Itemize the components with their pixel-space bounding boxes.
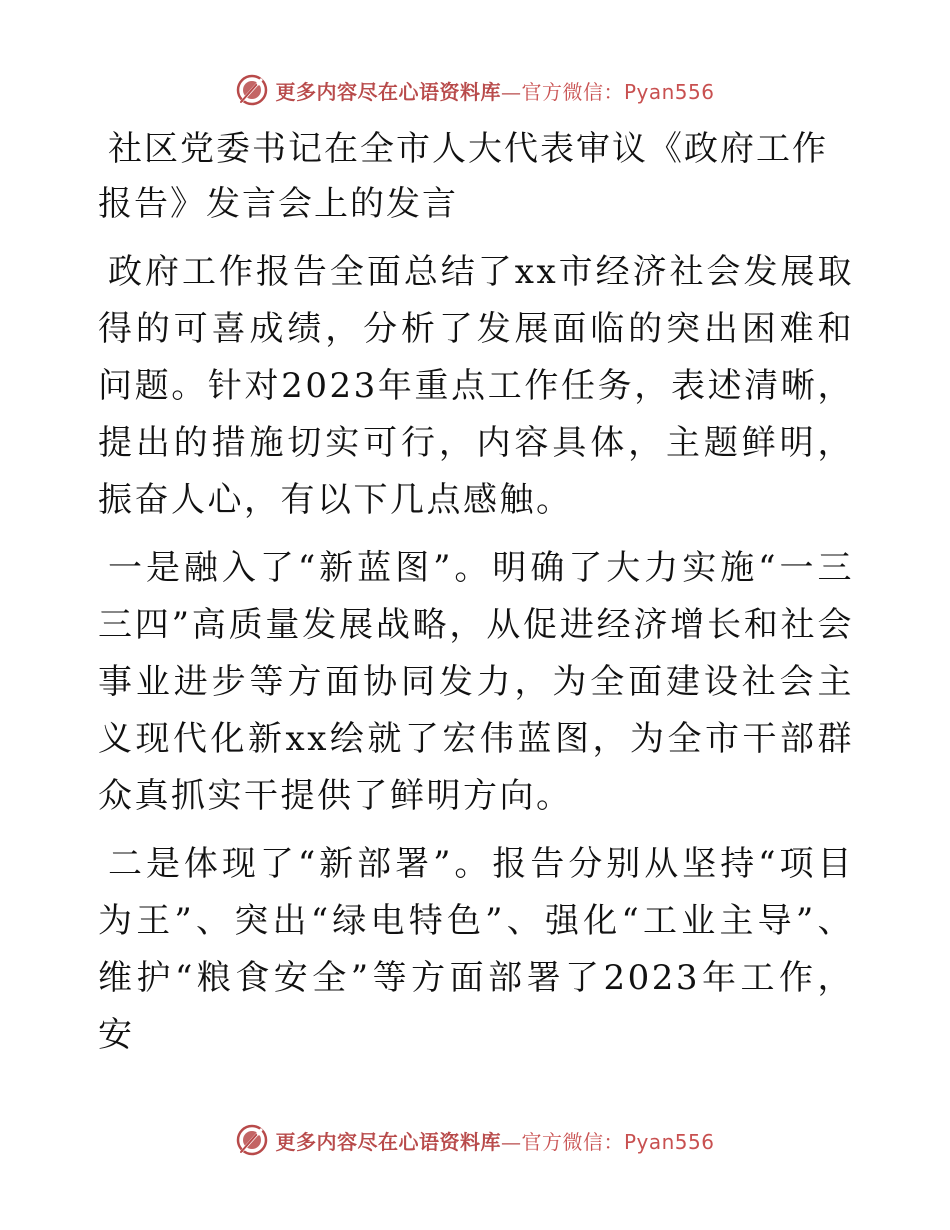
footer-watermark-banner (0, 1118, 950, 1162)
document-paragraph-1: 政府工作报告全面总结了xx市经济社会发展取得的可喜成绩，分析了发展面临的突出困难和问题。针对2023年重点工作任务，表述清晰，提出的措施切实可行，内容具体，主题鲜明，振奋人心，有以下几点感触。 (98, 252, 854, 520)
footer-banner-separator: — (500, 1129, 522, 1154)
header-banner-text (275, 76, 714, 105)
header-watermark-banner (0, 68, 950, 112)
footer-banner-text (275, 1126, 714, 1155)
pen-circle-logo-icon (235, 73, 269, 107)
footer-banner-wechat-text: 官方微信：Pyan556 (521, 1129, 715, 1154)
footer-banner-main-text: 更多内容尽在心语资料库 (275, 1129, 501, 1154)
header-banner-main-text: 更多内容尽在心语资料库 (275, 79, 501, 104)
document-paragraph-3: 二是体现了“新部署”。报告分别从坚持“项目为王”、突出“绿电特色”、强化“工业主导”、维护“粮食安全”等方面部署了2023年工作，安 (98, 844, 854, 1055)
document-title: 社区党委书记在全市人大代表审议《政府工作报告》发言会上的发言 (98, 129, 828, 224)
pen-circle-logo-icon (235, 1123, 269, 1157)
header-banner-wechat-text: 官方微信：Pyan556 (521, 79, 715, 104)
document-paragraph-2: 一是融入了“新蓝图”。明确了大力实施“一三三四”高质量发展战略，从促进经济增长和社会事业进步等方面协同发力，为全面建设社会主义现代化新xx绘就了宏伟蓝图，为全市干部群众真抓实干提供了鲜明方向。 (98, 548, 854, 816)
document-body (98, 122, 854, 1075)
header-banner-separator: — (500, 79, 522, 104)
